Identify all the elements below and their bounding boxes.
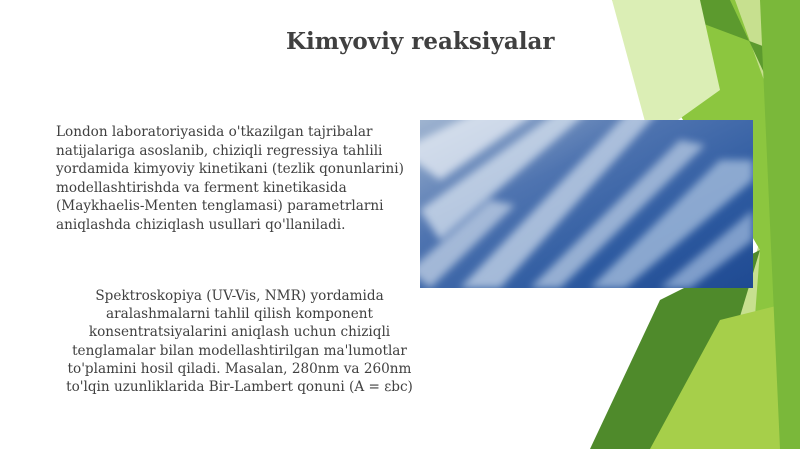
paragraph-spectroscopy: Spektroskopiya (UV-Vis, NMR) yordamida aralashmalarni tahlil qilish komponent konsentratsiyalarini aniqlash uchun chiziqli tenglamalar bilan modellashtirilgan ma'lumotlar to'plamini hosil qiladi. Masalan, 280nm va 260nm to'lqin uzunliklarida Bir-Lambert qonuni (A = εbc) <box>66 288 413 396</box>
paragraph-kinetics: London laboratoriyasida o'tkazilgan tajribalar natijalariga asoslanib, chiziqli regressiya tahlili yordamida kimyoviy kinetikani (tezlik qonunlarini) modellashtirishda va ferment kinetikasida (Maykhaelis-Menten tenglamasi) parametrlarni aniqlashda chiziqlash usullari qo'llaniladi. <box>56 124 404 233</box>
slide-title: Kimyoviy reaksiyalar <box>286 28 555 55</box>
sky-clouds-image <box>420 120 753 288</box>
